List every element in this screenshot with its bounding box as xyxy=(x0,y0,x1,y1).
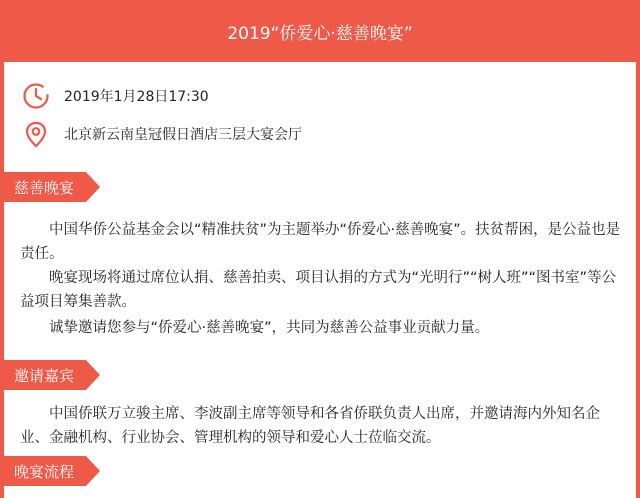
gala-paragraph-3: 诚挚邀请您参与“侨爱心·慈善晚宴”，共同为慈善公益事业贡献力量。 xyxy=(49,320,490,336)
page-title: 2019“侨爱心·慈善晚宴” xyxy=(227,23,413,44)
guests-paragraph-1: 中国侨联万立骏主席、李波副主席等领导和各省侨联负责人出席，并邀请海内外知名企业、金融机构、行业协会、管理机构的领导和爱心人士莅临交流。 xyxy=(20,406,600,446)
location-pin-icon xyxy=(22,120,50,148)
gala-paragraph-2: 晚宴现场将通过席位认捐、慈善拍卖、项目认捐的方式为“光明行”“树人班”“图书室”等公益项目筹集善款。 xyxy=(20,270,617,310)
page-header xyxy=(0,0,640,62)
section-tag-guests: 邀请嘉宾 xyxy=(4,360,86,390)
section-tag-gala: 慈善晚宴 xyxy=(4,172,86,202)
event-location-row xyxy=(22,120,302,148)
event-time-row xyxy=(22,82,209,110)
event-location: 北京新云南皇冠假日酒店三层大宴会厅 xyxy=(64,127,302,143)
event-datetime: 2019年1月28日17:30 xyxy=(64,89,209,105)
section-tag-agenda: 晚宴流程 xyxy=(4,456,86,486)
gala-paragraph-1: 中国华侨公益基金会以“精准扶贫”为主题举办“侨爱心·慈善晚宴”。扶贫帮困，是公益也是责任。 xyxy=(20,222,621,262)
clock-icon xyxy=(22,82,50,110)
